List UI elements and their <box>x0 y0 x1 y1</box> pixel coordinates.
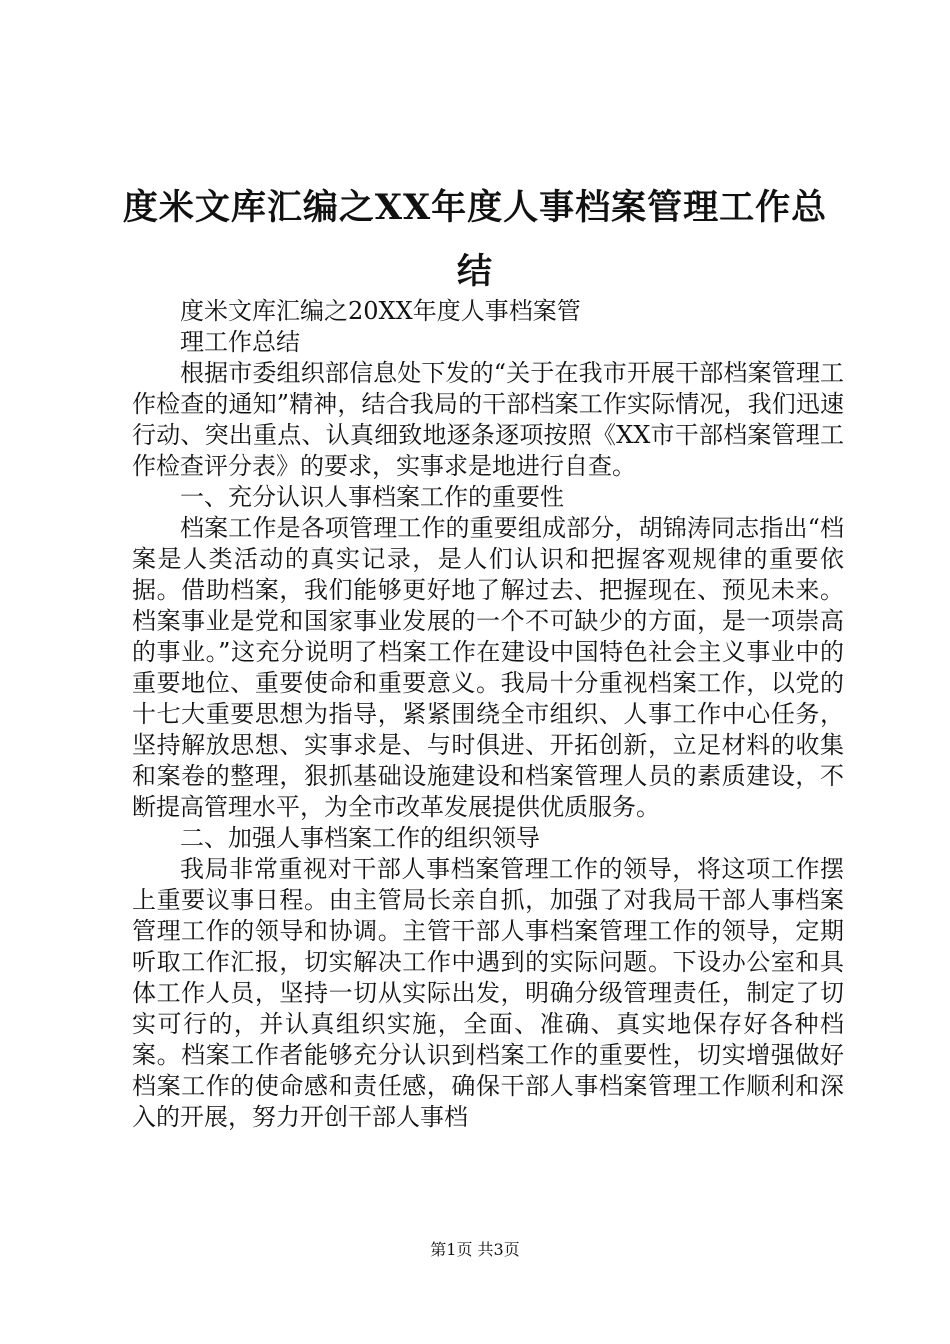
section-2-heading: 二、加强人事档案工作的组织领导 <box>180 824 540 852</box>
intro-paragraph: 根据市委组织部信息处下发的“关于在我市开展干部档案管理工作检查的通知”精神，结合我局的干部档案工作实际情况，我们迅速行动、突出重点、认真细致地逐条逐项按照《XX市干部档案管理工作检查评分表》的要求，实事求是地进行自查。 <box>132 359 844 480</box>
document-title: 度米文库汇编之XX年度人事档案管理工作总结 <box>122 187 828 292</box>
section-1-heading: 一、充分认识人事档案工作的重要性 <box>180 483 564 511</box>
subtitle-line-2: 理工作总结 <box>180 328 300 356</box>
subtitle-line-1: 度米文库汇编之20XX年度人事档案管 <box>180 297 581 325</box>
document-body <box>132 296 844 1133</box>
section-2-paragraph: 我局非常重视对干部人事档案管理工作的领导，将这项工作摆上重要议事日程。由主管局长亲自抓，加强了对我局干部人事档案管理工作的领导和协调。主管干部人事档案管理工作的领导，定期听取工作汇报，切实解决工作中遇到的实际问题。下设办公室和具体工作人员，坚持一切从实际出发，明确分级管理责任，制定了切实可行的，并认真组织实施，全面、准确、真实地保存好各种档案。档案工作者能够充分认识到档案工作的重要性，切实增强做好档案工作的使命感和责任感，确保干部人事档案管理工作顺利和深入的开展，努力开创干部人事档 <box>132 855 844 1131</box>
section-1-paragraph: 档案工作是各项管理工作的重要组成部分，胡锦涛同志指出“档案是人类活动的真实记录，是人们认识和把握客观规律的重要依据。借助档案，我们能够更好地了解过去、把握现在、预见未来。档案事业是党和国家事业发展的一个不可缺少的方面，是一项崇高的事业。”这充分说明了档案工作在建设中国特色社会主义事业中的重要地位、重要使命和重要意义。我局十分重视档案工作，以党的十七大重要思想为指导，紧紧围绕全市组织、人事工作中心任务，坚持解放思想、实事求是、与时俱进、开拓创新，立足材料的收集和案卷的整理，狠抓基础设施建设和档案管理人员的素质建设，不断提高管理水平，为全市改革发展提供优质服务。 <box>132 514 844 821</box>
page-number: 第1页 共3页 <box>430 1240 520 1259</box>
